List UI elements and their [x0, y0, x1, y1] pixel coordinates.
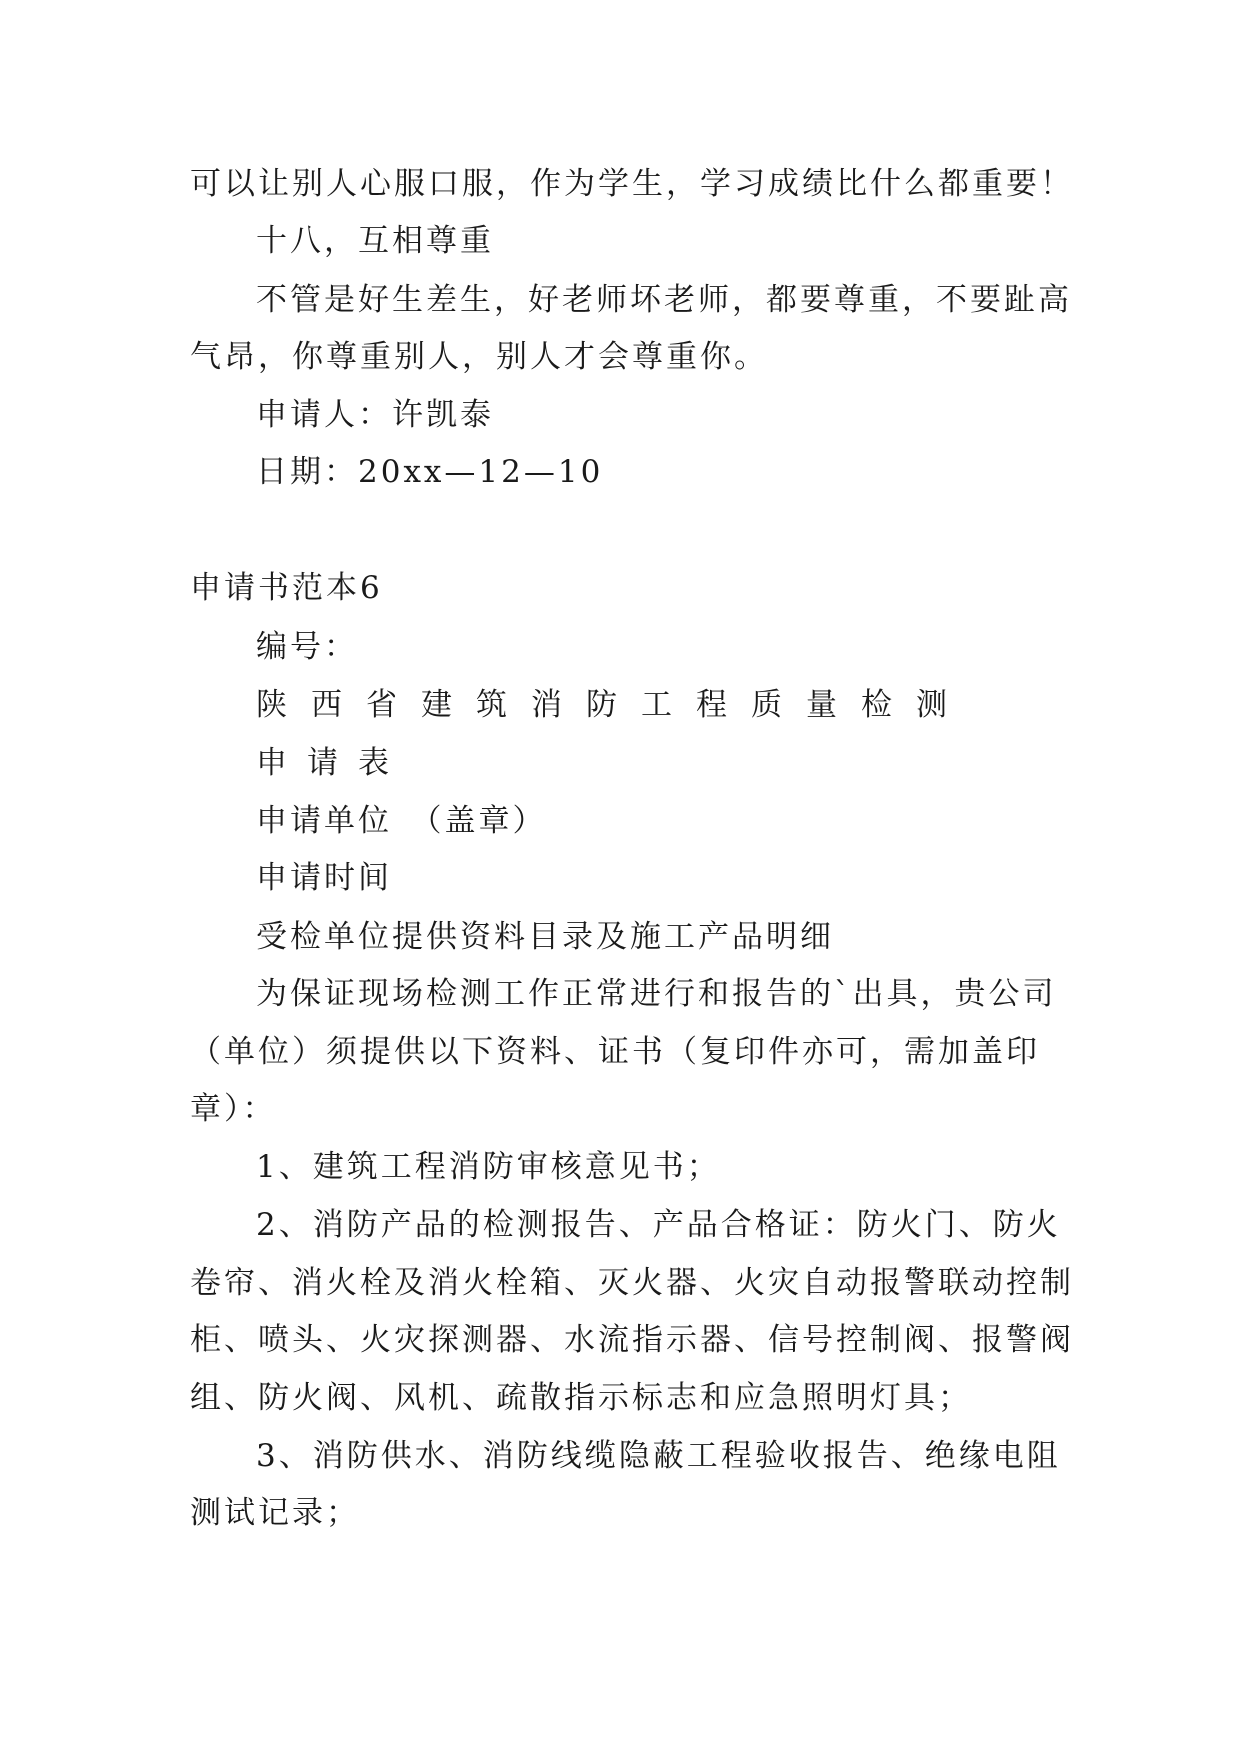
- section-heading: 十八，互相尊重: [256, 223, 494, 259]
- paragraph-line: 章）：: [190, 1091, 277, 1127]
- paragraph-line: 为保证现场检测工作正常进行和报告的`出具，贵公司: [256, 976, 1057, 1012]
- list-item: 3、消防供水、消防线缆隐蔽工程验收报告、绝缘电阻: [256, 1438, 1061, 1474]
- applicant-line: 申请人：许凯泰: [256, 397, 494, 433]
- list-item-continued: 卷帘、消火栓及消火栓箱、灭火器、火灾自动报警联动控制: [190, 1265, 1074, 1301]
- paragraph-line: 不管是好生差生，好老师坏老师，都要尊重，不要趾高: [256, 282, 1072, 318]
- number-label: 编号：: [256, 629, 358, 665]
- sample-title: 申请书范本6: [190, 570, 383, 606]
- list-item: 1、建筑工程消防审核意见书；: [256, 1149, 721, 1185]
- applicant-unit-line: 申请单位 （盖章）: [256, 803, 547, 839]
- form-title-subtitle: 申请表: [256, 745, 409, 781]
- materials-title: 受检单位提供资料目录及施工产品明细: [256, 919, 834, 955]
- list-item: 2、消防产品的检测报告、产品合格证：防火门、防火: [256, 1207, 1061, 1243]
- list-item-continued: 测试记录；: [190, 1495, 360, 1531]
- list-item-continued: 组、防火阀、风机、疏散指示标志和应急照明灯具；: [190, 1380, 972, 1416]
- date-line: 日期：20xx—12—10: [256, 454, 604, 490]
- paragraph-line: （单位）须提供以下资料、证书（复印件亦可，需加盖印: [190, 1034, 1040, 1070]
- list-item-continued: 柜、喷头、火灾探测器、水流指示器、信号控制阀、报警阀: [190, 1322, 1074, 1358]
- form-title: 陕西省建筑消防工程质量检测: [256, 687, 971, 723]
- paragraph-line: 气昂，你尊重别人，别人才会尊重你。: [190, 339, 768, 375]
- apply-time-line: 申请时间: [256, 860, 392, 896]
- paragraph-line: 可以让别人心服口服，作为学生，学习成绩比什么都重要！: [190, 166, 1074, 202]
